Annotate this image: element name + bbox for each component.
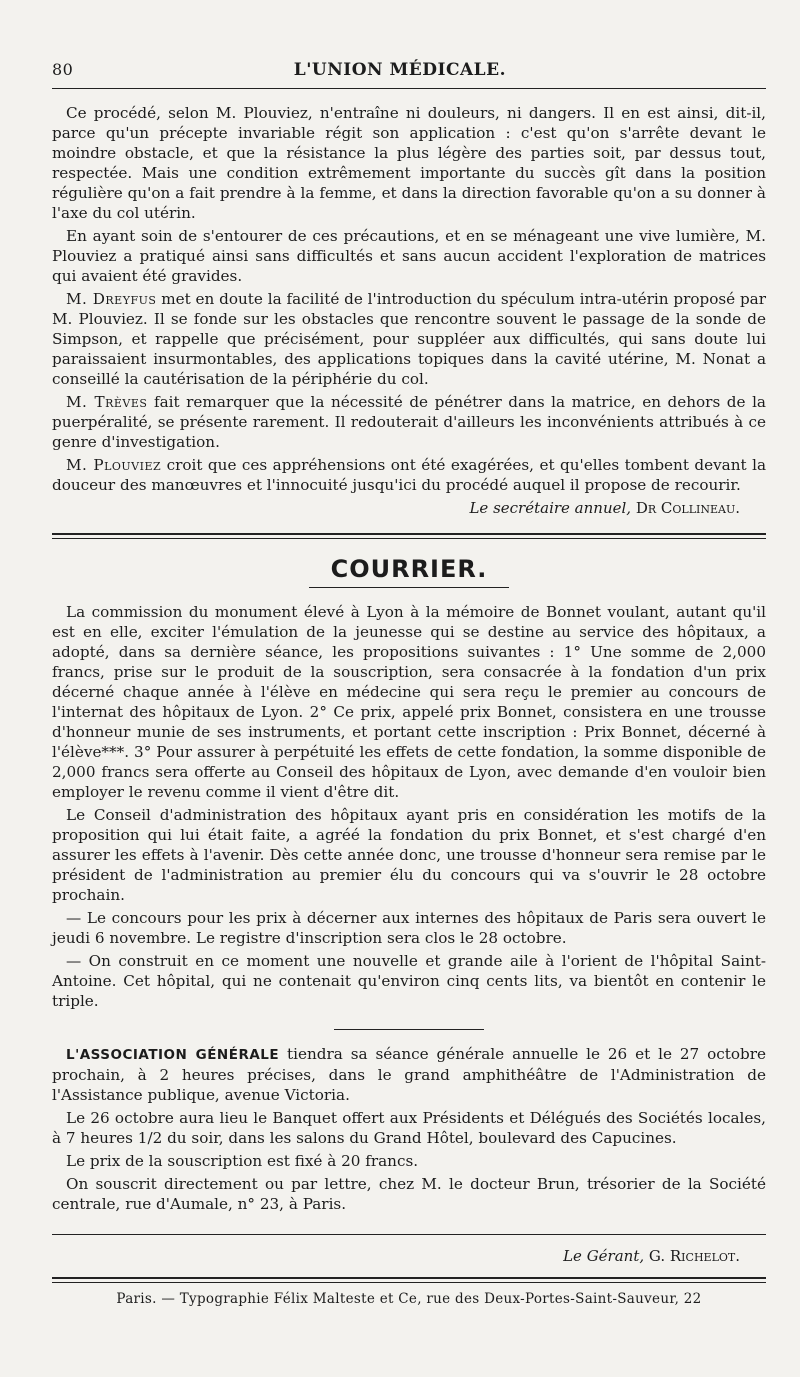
section-divider [52, 533, 766, 535]
section-title: COURRIER. [330, 555, 488, 583]
association-lead: L'ASSOCIATION GÉNÉRALE [66, 1047, 280, 1063]
paragraph-text: met en doute la facilité de l'introduction du spéculum intra-utérin proposé par M. Plouviez. Il se fonde sur les obstacles que rencontre souvent le passage de la sonde de Simpson, et rappelle que précisément, pour suppléer aux difficultés, qui sans doute lui paraissaient insurmontables, des applications topiques dans la cavité utérine, M. Nonat a conseillé la cautérisation de la périphérie du col. [52, 290, 766, 388]
paragraph: Le 26 octobre aura lieu le Banquet offert aux Présidents et Délégués des Sociétés locales, à 7 heures 1/2 du soir, dans les salons du Grand Hôtel, boulevard des Capucines. [52, 1109, 766, 1147]
paragraph [52, 392, 766, 452]
speaker-name: M. Plouviez [66, 456, 162, 474]
speaker-name: M. Dreyfus [66, 290, 157, 308]
gerant-signature [52, 1247, 740, 1265]
paragraph: En ayant soin de s'entourer de ces précautions, et en se ménageant une vive lumière, M. Plouviez a pratiqué ainsi sans difficultés et sans aucun accident l'exploration de matrices qui avaient été gravides. [52, 227, 766, 285]
courrier-section [52, 555, 766, 1011]
printer-imprint: Paris. — Typographie Félix Malteste et Ce, rue des Deux-Portes-Saint-Sauveur, 22 [116, 1291, 702, 1307]
signature-name: Dr Collineau. [635, 499, 740, 517]
title-rule [309, 587, 509, 588]
paragraph: Le prix de la souscription est fixé à 20 francs. [66, 1152, 419, 1170]
association-section [52, 1044, 766, 1214]
paragraph-text: croit que ces appréhensions ont été exagérées, et qu'elles tombent devant la douceur des manœuvres et l'innocuité jusqu'ici du procédé auquel il propose de recourir. [52, 456, 766, 494]
paragraph: — Le concours pour les prix à décerner aux internes des hôpitaux de Paris sera ouvert le jeudi 6 novembre. Le registre d'inscription sera clos le 28 octobre. [52, 909, 766, 947]
secretary-signature [52, 499, 740, 517]
paragraph [52, 455, 766, 495]
paragraph: Ce procédé, selon M. Plouviez, n'entraîne ni douleurs, ni dangers. Il en est ainsi, dit-il, parce qu'un précepte invariable régit son application : c'est qu'on s'arrête devant le moindre obstacle, et que la résistance la plus légère des parties soit, par dessus tout, respectée. Mais une condition extrêmement importante du succès gît dans la position régulière qu'on a fait prendre à la femme, et dans la direction favorable qu'on a su donner à l'axe du col utérin. [52, 104, 766, 222]
paragraph: — On construit en ce moment une nouvelle et grande aile à l'orient de l'hôpital Saint-Antoine. Cet hôpital, qui ne contenait qu'environ cinq cents lits, va bientôt en contenir le triple. [52, 952, 766, 1010]
short-divider [334, 1029, 484, 1030]
gerant-name: G. Richelot. [648, 1247, 740, 1265]
speaker-name: M. Trèves [66, 393, 148, 411]
paragraph-text: tiendra sa séance générale annuelle le 26 et le 27 octobre prochain, à 2 heures précises, dans le grand amphithéâtre de l'Administration de l'Assistance publique, avenue Victoria. [52, 1045, 767, 1104]
page-header [52, 60, 766, 80]
footer-rule [52, 1277, 766, 1279]
page-number: 80 [52, 60, 74, 79]
paragraph [52, 1044, 766, 1105]
paragraph: Le Conseil d'administration des hôpitaux ayant pris en considération les motifs de la proposition qui lui était faite, a agréé la fondation du prix Bonnet, et s'est chargé d'en assurer les effets à l'avenir. Dès cette année donc, une trousse d'honneur sera remise par le président de l'administration au premier élu du concours qui va s'ouvrir le 28 octobre prochain. [52, 806, 766, 904]
end-rule [52, 1234, 766, 1235]
gerant-role: Le Gérant, [563, 1247, 649, 1265]
paragraph [52, 289, 766, 389]
footer-rule [52, 1282, 766, 1283]
paragraph-text: fait remarquer que la nécessité de pénétrer dans la matrice, en dehors de la puerpéralité, se présente rarement. Il redouterait d'ailleurs les inconvénients attribués à ce genre d'investigation. [52, 393, 766, 451]
paragraph: On souscrit directement ou par lettre, chez M. le docteur Brun, trésorier de la Société centrale, rue d'Aumale, n° 23, à Paris. [52, 1175, 766, 1213]
section-divider [52, 538, 766, 539]
journal-title: L'UNION MÉDICALE. [293, 60, 506, 80]
paragraph: La commission du monument élevé à Lyon à la mémoire de Bonnet voulant, autant qu'il est en elle, exciter l'émulation de la jeunesse qui se destine au service des hôpitaux, a adopté, dans sa dernière séance, les propositions suivantes : 1° Une somme de 2,000 francs, prise sur le produit de la souscription, sera consacrée à la fondation d'un prix décerné chaque année à l'élève en médecine qui sera reçu le premier au concours de l'internat des hôpitaux de Lyon. 2° Ce prix, appelé prix Bonnet, consistera en une trousse d'honneur munie de ses instruments, et portant cette inscription : Prix Bonnet, décerné à l'élève***. 3° Pour assurer à perpétuité les effets de cette fondation, la somme disponible de 2,000 francs sera offerte au Conseil des hôpitaux de Lyon, avec demande d'en vouloir bien employer le revenu comme il vient d'être dit. [52, 603, 766, 801]
discussion-section [52, 103, 766, 517]
signature-role: Le secrétaire annuel, [469, 499, 636, 517]
header-rule [52, 88, 766, 89]
